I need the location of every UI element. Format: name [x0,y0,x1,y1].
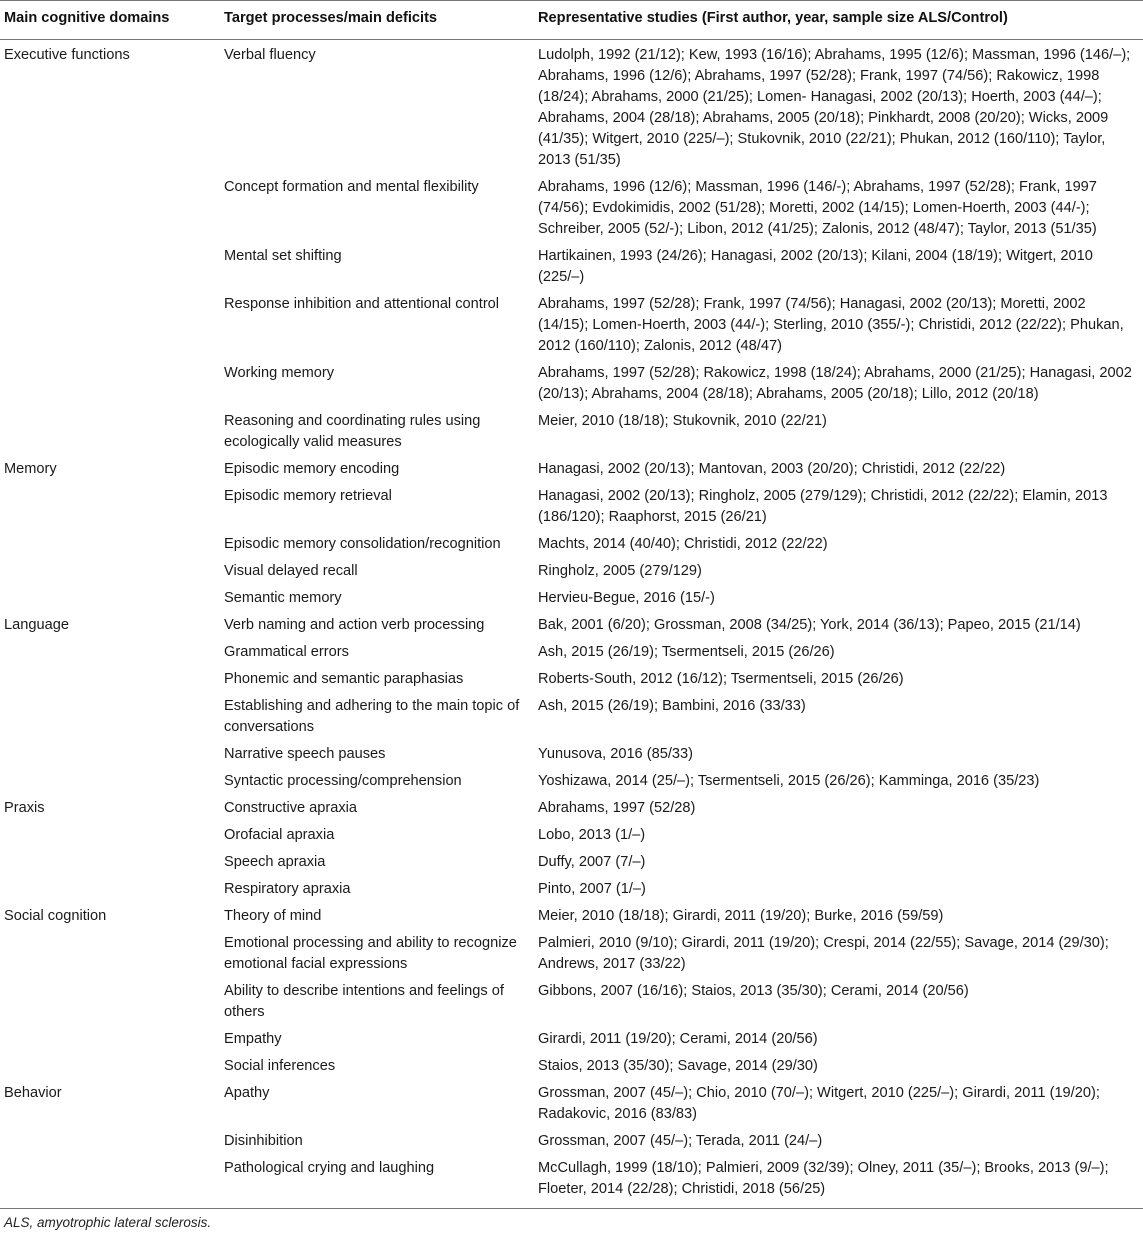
cell-domain [0,931,220,979]
cell-studies: Girardi, 2011 (19/20); Cerami, 2014 (20/56) [538,1031,818,1047]
cell-studies: Hanagasi, 2002 (20/13); Mantovan, 2003 (20/20); Christidi, 2012 (22/22) [538,461,1006,477]
cell-target-process: Theory of mind [224,908,322,924]
cell-domain: Behavior [4,1085,62,1101]
cell-domain: Executive functions [4,47,130,63]
cell-target-process: Apathy [224,1085,270,1101]
table-body [0,40,1143,1209]
cell-domain [0,409,220,457]
cell-target-process: Episodic memory encoding [224,461,400,477]
cell-studies: Gibbons, 2007 (16/16); Staios, 2013 (35/30); Cerami, 2014 (20/56) [538,983,969,999]
table-row [0,1129,1143,1156]
table-row [0,292,1143,361]
cell-studies: Abrahams, 1997 (52/28); Frank, 1997 (74/56); Hanagasi, 2002 (20/13); Moretti, 2002 (14/15); Lomen-Hoerth, 2003 (44/-); Sterling, 2010 (355/-); Christidi, 2012 (22/22); Phukan, 2012 (160/110); Zalonis, 2012 (48/47) [538,296,1124,354]
cell-target-process: Syntactic processing/comprehension [224,773,462,789]
table-header [0,1,1143,40]
cell-target-process: Working memory [224,365,335,381]
table-row [0,904,1143,931]
cell-studies: Bak, 2001 (6/20); Grossman, 2008 (34/25); York, 2014 (36/13); Papeo, 2015 (21/14) [538,617,1081,633]
header-row [0,1,1143,40]
header-target-processes: Target processes/main deficits [224,10,438,26]
cell-domain [0,769,220,796]
cell-target-process: Mental set shifting [224,248,342,264]
cell-domain [0,559,220,586]
cell-domain [0,1027,220,1054]
cell-domain: Language [4,617,69,633]
table-row [0,769,1143,796]
table-row [0,244,1143,292]
cell-target-process: Establishing and adhering to the main topic of conversations [224,698,520,735]
cell-studies: Abrahams, 1996 (12/6); Massman, 1996 (146/-); Abrahams, 1997 (52/28); Frank, 1997 (74/56); Evdokimidis, 2002 (51/28); Moretti, 2002 (14/15); Lomen-Hoerth, 2003 (44/-); Schreiber, 2005 (52/-); Libon, 2012 (41/25); Zalonis, 2012 (48/47); Taylor, 2013 (51/35) [538,179,1097,237]
cell-studies: Duffy, 2007 (7/–) [538,854,646,870]
cell-target-process: Episodic memory consolidation/recognition [224,536,501,552]
header-main-cognitive-domains: Main cognitive domains [4,10,170,26]
cell-studies: Ludolph, 1992 (21/12); Kew, 1993 (16/16); Abrahams, 1995 (12/6); Massman, 1996 (146/–); Abrahams, 1996 (12/6); Abrahams, 1997 (52/28); Frank, 1997 (74/56); Rakowicz, 1998 (18/24); Abrahams, 2000 (21/25); Lomen- Hanagasi, 2002 (20/13); Hoerth, 2003 (44/–); Abrahams, 2004 (28/18); Abrahams, 2005 (20/18); Pinkhardt, 2008 (20/20); Wicks, 2009 (41/35); Witgert, 2010 (225/–); Stukovnik, 2010 (22/21); Phukan, 2012 (160/110); Taylor, 2013 (51/35) [538,47,1131,168]
table-row [0,175,1143,244]
cell-studies: Yunusova, 2016 (85/33) [538,746,693,762]
table-row [0,1054,1143,1081]
table-row [0,40,1143,176]
header-representative-studies: Representative studies (First author, year, sample size ALS/Control) [538,10,1008,26]
cell-domain [0,877,220,904]
cell-studies: Staios, 2013 (35/30); Savage, 2014 (29/30) [538,1058,818,1074]
cell-domain [0,823,220,850]
cell-target-process: Visual delayed recall [224,563,358,579]
cell-studies: Ash, 2015 (26/19); Tsermentseli, 2015 (26/26) [538,644,835,660]
table-row [0,694,1143,742]
cell-target-process: Episodic memory retrieval [224,488,392,504]
cell-target-process: Verb naming and action verb processing [224,617,485,633]
cell-studies: Hanagasi, 2002 (20/13); Ringholz, 2005 (279/129); Christidi, 2012 (22/22); Elamin, 2013 (186/120); Raaphorst, 2015 (26/21) [538,488,1108,525]
table-row [0,823,1143,850]
cell-studies: Ash, 2015 (26/19); Bambini, 2016 (33/33) [538,698,806,714]
cell-target-process: Respiratory apraxia [224,881,351,897]
table-row [0,409,1143,457]
table-row [0,559,1143,586]
cell-domain [0,361,220,409]
table-row [0,796,1143,823]
cell-target-process: Concept formation and mental flexibility [224,179,479,195]
cell-domain [0,484,220,532]
cell-domain [0,850,220,877]
cell-domain [0,640,220,667]
cell-target-process: Semantic memory [224,590,342,606]
cell-target-process: Phonemic and semantic paraphasias [224,671,464,687]
cell-target-process: Narrative speech pauses [224,746,386,762]
cell-studies: Machts, 2014 (40/40); Christidi, 2012 (22/22) [538,536,828,552]
table-row [0,457,1143,484]
cell-target-process: Ability to describe intentions and feelings of others [224,983,504,1020]
cell-studies: Meier, 2010 (18/18); Girardi, 2011 (19/20); Burke, 2016 (59/59) [538,908,944,924]
cell-domain: Praxis [4,800,45,816]
cell-domain [0,1054,220,1081]
table-footnote: ALS, amyotrophic lateral sclerosis. [4,1215,212,1230]
cell-domain [0,742,220,769]
table-row [0,640,1143,667]
cell-domain [0,1156,220,1209]
cell-studies: Hervieu-Begue, 2016 (15/-) [538,590,715,606]
cell-domain [0,292,220,361]
table-row [0,742,1143,769]
table-row [0,931,1143,979]
cell-target-process: Grammatical errors [224,644,349,660]
cell-studies: Grossman, 2007 (45/–); Terada, 2011 (24/–) [538,1133,823,1149]
cell-target-process: Emotional processing and ability to recognize emotional facial expressions [224,935,517,972]
cell-target-process: Orofacial apraxia [224,827,335,843]
cell-studies: Grossman, 2007 (45/–); Chio, 2010 (70/–); Witgert, 2010 (225/–); Girardi, 2011 (19/20); Radakovic, 2016 (83/83) [538,1085,1100,1122]
cell-studies: Abrahams, 1997 (52/28) [538,800,696,816]
cell-studies: Abrahams, 1997 (52/28); Rakowicz, 1998 (18/24); Abrahams, 2000 (21/25); Hanagasi, 2002 (20/13); Abrahams, 2004 (28/18); Abrahams, 2005 (20/18); Lillo, 2012 (20/18) [538,365,1132,402]
cell-domain: Social cognition [4,908,107,924]
table-row [0,1156,1143,1209]
cell-target-process: Response inhibition and attentional control [224,296,500,312]
cell-target-process: Speech apraxia [224,854,326,870]
cell-domain [0,244,220,292]
cell-studies: Roberts-South, 2012 (16/12); Tsermentseli, 2015 (26/26) [538,671,904,687]
cell-domain [0,694,220,742]
cell-domain [0,175,220,244]
cell-target-process: Pathological crying and laughing [224,1160,435,1176]
cell-studies: McCullagh, 1999 (18/10); Palmieri, 2009 (32/39); Olney, 2011 (35/–); Brooks, 2013 (9/–); Floeter, 2014 (22/28); Christidi, 2018 (56/25) [538,1160,1109,1197]
cell-domain [0,979,220,1027]
cell-studies: Yoshizawa, 2014 (25/–); Tsermentseli, 2015 (26/26); Kamminga, 2016 (35/23) [538,773,1040,789]
table-row [0,1027,1143,1054]
cell-studies: Palmieri, 2010 (9/10); Girardi, 2011 (19/20); Crespi, 2014 (22/55); Savage, 2014 (29/30); Andrews, 2017 (33/22) [538,935,1109,972]
table-row [0,613,1143,640]
cell-target-process: Constructive apraxia [224,800,358,816]
table-row [0,667,1143,694]
table-row [0,361,1143,409]
table-row [0,979,1143,1027]
table-row [0,484,1143,532]
cell-studies: Ringholz, 2005 (279/129) [538,563,702,579]
table-row [0,532,1143,559]
cell-target-process: Verbal fluency [224,47,316,63]
table-row [0,586,1143,613]
cell-domain [0,1129,220,1156]
cell-domain [0,667,220,694]
cell-target-process: Empathy [224,1031,282,1047]
cell-target-process: Disinhibition [224,1133,303,1149]
cell-target-process: Social inferences [224,1058,336,1074]
cell-studies: Hartikainen, 1993 (24/26); Hanagasi, 2002 (20/13); Kilani, 2004 (18/19); Witgert, 2010 (225/–) [538,248,1093,285]
table-row [0,1081,1143,1129]
cell-domain [0,532,220,559]
cell-target-process: Reasoning and coordinating rules using ecologically valid measures [224,413,481,450]
table-row [0,877,1143,904]
cell-studies: Lobo, 2013 (1/–) [538,827,646,843]
cell-domain: Memory [4,461,57,477]
cell-studies: Pinto, 2007 (1/–) [538,881,646,897]
cell-domain [0,586,220,613]
table-row [0,850,1143,877]
cell-studies: Meier, 2010 (18/18); Stukovnik, 2010 (22/21) [538,413,827,429]
